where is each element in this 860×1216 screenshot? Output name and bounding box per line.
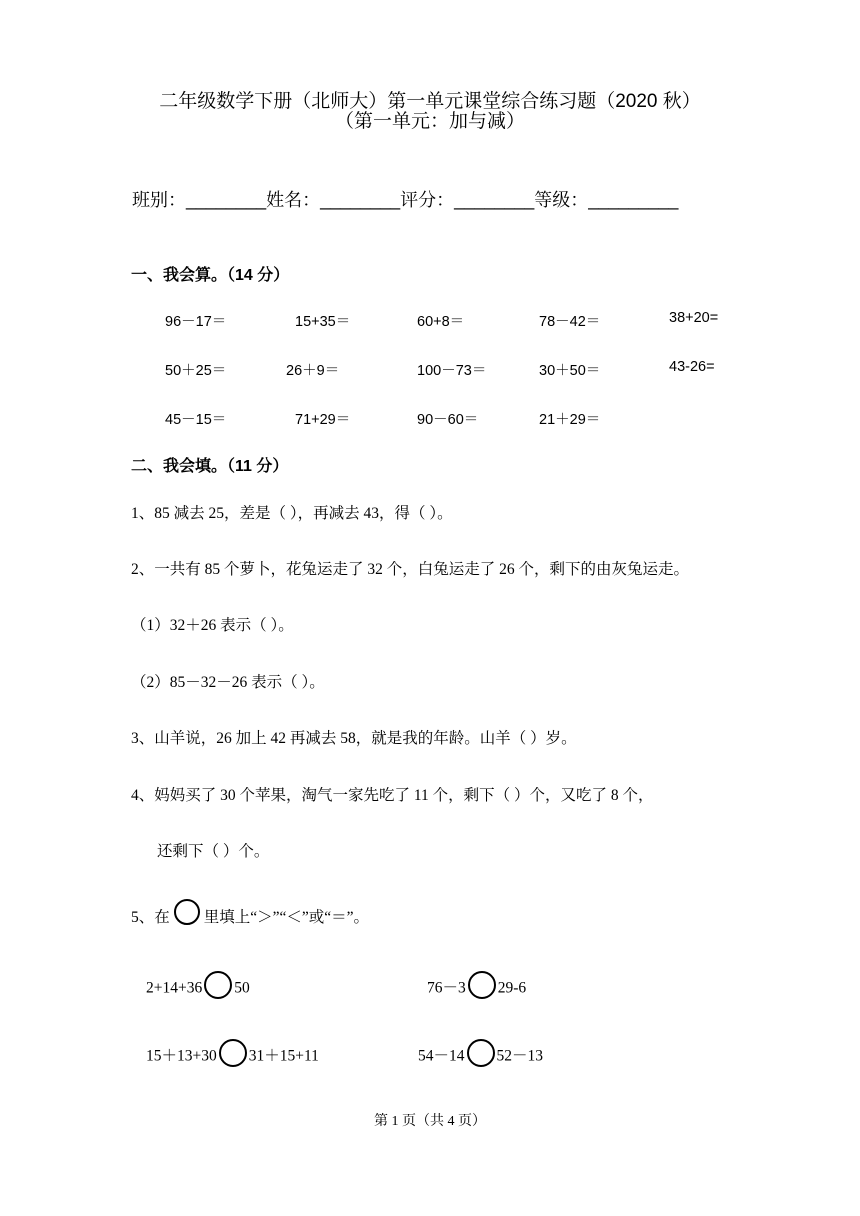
question-5-suffix: 里填上“＞”“＜”或“＝”。 — [203, 909, 370, 926]
student-info-line: 班别：________姓名：________评分：________等级：_________ — [132, 190, 679, 210]
question-4-line-2: 还剩下（ ）个。 — [157, 843, 270, 860]
compare-item — [146, 1043, 319, 1071]
answer-circle[interactable] — [468, 971, 496, 999]
calc-item: 60+8＝ — [417, 314, 465, 330]
calc-item: 100－73＝ — [417, 363, 487, 379]
calc-item: 15+35＝ — [295, 314, 351, 330]
question-5 — [131, 905, 369, 931]
compare-right: 52－13 — [496, 1047, 544, 1065]
section-1-heading: 一、我会算。（14 分） — [131, 267, 290, 284]
answer-circle[interactable] — [204, 971, 232, 999]
calc-item: 90－60＝ — [417, 412, 479, 428]
compare-left: 2+14+36 — [146, 979, 203, 997]
compare-right: 50 — [234, 979, 250, 997]
calc-item: 30＋50＝ — [539, 363, 601, 379]
section-2-heading: 二、我会填。（11 分） — [131, 458, 289, 475]
question-3: 3、山羊说，26 加上 42 再减去 58，就是我的年龄。山羊（ ）岁。 — [131, 730, 577, 747]
compare-item — [427, 975, 526, 1003]
question-5-prefix: 5、在 — [131, 909, 170, 926]
calc-item: 96－17＝ — [165, 314, 227, 330]
page-title: 二年级数学下册（北师大）第一单元课堂综合练习题（2020 秋） — [159, 91, 701, 112]
calc-item: 71+29＝ — [295, 412, 351, 428]
calc-item: 78－42＝ — [539, 314, 601, 330]
calc-item: 43-26= — [669, 359, 715, 375]
compare-left: 54－14 — [418, 1047, 465, 1065]
calc-item: 26＋9＝ — [286, 363, 340, 379]
compare-item — [146, 975, 250, 1003]
calc-item: 38+20= — [669, 310, 719, 326]
question-2-part-2: （2）85－32－26 表示（ ）。 — [131, 674, 325, 691]
page-footer: 第 1 页（共 4 页） — [374, 1114, 486, 1129]
compare-right: 29-6 — [497, 979, 527, 997]
question-1: 1、85 减去 25，差是（ ），再减去 43，得（ ）。 — [131, 505, 453, 522]
answer-circle[interactable] — [467, 1039, 495, 1067]
calc-item: 21＋29＝ — [539, 412, 601, 428]
question-2-part-1: （1）32＋26 表示（ ）。 — [131, 617, 294, 634]
calc-item: 45－15＝ — [165, 412, 227, 428]
answer-circle[interactable] — [219, 1039, 247, 1067]
circle-icon — [174, 899, 200, 925]
compare-item — [418, 1043, 543, 1071]
compare-left: 76－3 — [427, 979, 466, 997]
calc-item: 50＋25＝ — [165, 363, 227, 379]
question-2: 2、一共有 85 个萝卜，花兔运走了 32 个，白兔运走了 26 个，剩下的由灰兔运走。 — [131, 561, 690, 578]
compare-left: 15＋13+30 — [146, 1047, 217, 1065]
page-subtitle: （第一单元：加与减） — [334, 111, 525, 132]
compare-right: 31＋15+11 — [248, 1047, 319, 1065]
question-4-line-1: 4、妈妈买了 30 个苹果，淘气一家先吃了 11 个，剩下（ ）个，又吃了 8 个， — [131, 787, 654, 804]
